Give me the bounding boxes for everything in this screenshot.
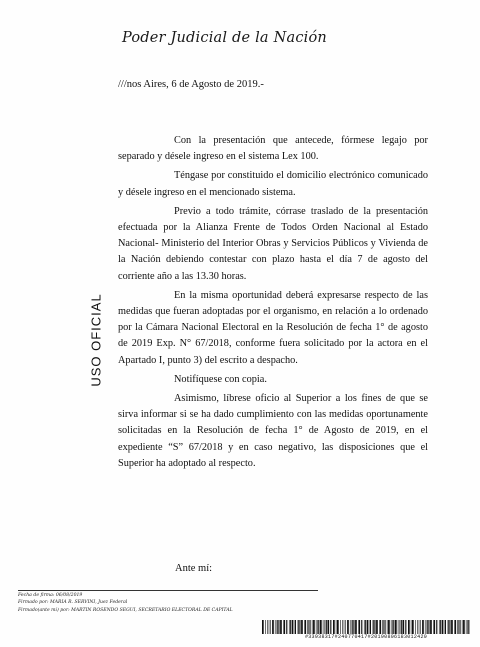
footer-line-secretary: Firmado(ante mi) por: MARTIN ROSENDO SEGUI, SECRETARIO ELECTORAL DE CAPITAL xyxy=(18,607,233,613)
barcode-bar xyxy=(430,620,432,634)
barcode-bar xyxy=(304,620,306,634)
barcode-bar xyxy=(373,620,374,634)
barcode-bar xyxy=(422,620,424,634)
barcode-bar xyxy=(411,620,412,634)
barcode-number: #33938317#240770417#20190806183012420 xyxy=(304,634,428,640)
barcode-bar xyxy=(374,620,375,634)
official-use-stamp: USO OFICIAL xyxy=(88,293,104,387)
barcode-bar xyxy=(330,620,331,634)
barcode-bar xyxy=(320,620,322,634)
barcode-bar xyxy=(307,620,308,634)
barcode-bar xyxy=(370,620,371,634)
barcode-bar xyxy=(364,620,365,634)
barcode-bar xyxy=(286,620,287,634)
court-letterhead: Poder Judicial de la Nación xyxy=(122,30,327,46)
barcode-bar xyxy=(395,620,397,634)
barcode-bar xyxy=(439,620,440,634)
barcode-bar xyxy=(398,620,399,634)
barcode-bar xyxy=(292,620,293,634)
barcode-bar xyxy=(420,620,421,634)
barcode-bar xyxy=(344,620,345,634)
barcode-bar xyxy=(451,620,453,634)
barcode-bar xyxy=(337,620,339,634)
barcode-bar xyxy=(448,620,449,634)
barcode-bar xyxy=(340,620,341,634)
barcode-bar xyxy=(460,620,461,634)
barcode-bar xyxy=(345,620,346,634)
barcode-bar xyxy=(402,620,404,634)
barcode-bar xyxy=(289,620,290,634)
barcode-bar xyxy=(353,620,354,634)
barcode-bar xyxy=(290,620,291,634)
barcode-bar xyxy=(318,620,319,634)
barcode-bar xyxy=(415,620,416,634)
barcode-bar xyxy=(463,620,465,634)
barcode-bar xyxy=(312,620,313,634)
barcode-bar xyxy=(379,620,381,634)
barcode-bar xyxy=(365,620,366,634)
barcode-bar xyxy=(342,620,343,634)
barcode-bar xyxy=(347,620,349,634)
barcode-bar xyxy=(400,620,401,634)
barcode-bar xyxy=(433,620,435,634)
barcode-bar xyxy=(388,620,390,634)
barcode-bar xyxy=(326,620,327,634)
barcode-bar xyxy=(428,620,429,634)
barcode-bar xyxy=(436,620,437,634)
barcode-bar xyxy=(468,620,469,634)
barcode-bar xyxy=(408,620,410,634)
barcode-bar xyxy=(278,620,279,634)
barcode-bar xyxy=(419,620,420,634)
barcode-bar xyxy=(369,620,370,634)
barcode-bar xyxy=(265,620,266,634)
barcode-bar xyxy=(299,620,300,634)
barcode-bar xyxy=(333,620,335,634)
barcode-bar xyxy=(457,620,458,634)
footer-line-judge: Firmado por: MARIA R. SERVINI, Juez Federal xyxy=(18,600,128,606)
barcode-bar xyxy=(449,620,450,634)
paragraph-2: Téngase por constituido el domicilio electrónico comunicado y désele ingreso en el mencionado sistema. xyxy=(118,170,428,198)
document-barcode xyxy=(262,620,470,640)
barcode-bar xyxy=(454,620,456,634)
barcode-bar xyxy=(387,620,388,634)
paragraph-1: Con la presentación que antecede, fórmese legajo por separado y désele ingreso en el sistema Lex 100. xyxy=(118,135,428,163)
signature-label: Ante mí: xyxy=(175,563,213,574)
footer-line-date: Fecha de firma: 06/08/2019 xyxy=(18,593,83,598)
barcode-bar xyxy=(466,620,467,634)
date-line: ///nos Aires, 6 de Agosto de 2019.- xyxy=(118,79,264,90)
footer-divider xyxy=(18,590,318,591)
barcode-bar xyxy=(294,620,295,634)
barcode-bar xyxy=(361,620,362,634)
paragraph-5: Notifíquese con copia. xyxy=(174,373,267,385)
barcode-bar xyxy=(283,620,285,634)
barcode-bar xyxy=(383,620,384,634)
barcode-bar xyxy=(270,620,271,634)
barcode-bar xyxy=(355,620,357,634)
barcode-bar xyxy=(280,620,282,634)
barcode-bar xyxy=(336,620,337,634)
barcode-bar xyxy=(391,620,392,634)
barcode-bar xyxy=(462,620,463,634)
barcode-bar xyxy=(267,620,268,634)
barcode-bar xyxy=(275,620,276,634)
barcode-bar xyxy=(382,620,383,634)
barcode-bar xyxy=(385,620,386,634)
barcode-bar xyxy=(401,620,402,634)
barcode-bar xyxy=(425,620,426,634)
paragraph-6: Asimismo, líbrese oficio al Superior a los fines de que se sirva informar si se ha dado cumplimiento con las medidas oportunamente solicitadas en la Resolución de fecha 1° de Agosto de 2019, en el expediente “S” 67/2018 y en caso negativo, las disposiciones que el Superior ha adoptado al respecto. xyxy=(118,393,428,469)
barcode-bar xyxy=(392,620,393,634)
barcode-bar xyxy=(262,620,264,634)
document-body xyxy=(118,133,428,475)
barcode-bar xyxy=(308,620,309,634)
barcode-bar xyxy=(412,620,414,634)
barcode-bar xyxy=(417,620,418,634)
barcode-bar xyxy=(269,620,270,634)
barcode-bar xyxy=(327,620,329,634)
signature-footer xyxy=(18,592,318,614)
barcode-bar xyxy=(325,620,326,634)
barcode-bar xyxy=(358,620,360,634)
barcode-bar xyxy=(317,620,318,634)
barcode-bar xyxy=(272,620,274,634)
barcode-bar xyxy=(393,620,394,634)
barcode-bar xyxy=(445,620,446,634)
barcode-bar xyxy=(352,620,353,634)
barcode-bar xyxy=(301,620,303,634)
barcode-bar xyxy=(442,620,443,634)
paragraph-4: En la misma oportunidad deberá expresarse respecto de las medidas que fueran adoptadas por el organismo, en relación a lo ordenado por la Cámara Nacional Electoral en la Resolución de fecha 1° de agosto de 2019 Exp. N° 67/2018, conforme fuera solicitado por la actora en el Apartado I, punto 3) del escrito a despacho. xyxy=(118,289,428,366)
paragraph-3: Previo a todo trámite, córrase traslado de la presentación efectuada por la Alianza Frente de Todos Orden Nacional al Estado Nacional- Ministerio del Interior Obras y Servicios Públicos y Vivienda de la Nación debiendo contestar con plazo hasta el día 7 de agosto del corriente año a las 13.30 horas. xyxy=(118,205,428,282)
barcode-bar xyxy=(458,620,459,634)
barcode-bar xyxy=(277,620,278,634)
barcode-bar xyxy=(405,620,406,634)
barcode-bar xyxy=(295,620,296,634)
barcode-bar xyxy=(376,620,378,634)
barcode-bar xyxy=(350,620,351,634)
barcode-bar xyxy=(298,620,299,634)
barcode-bar xyxy=(444,620,445,634)
barcode-bar xyxy=(316,620,317,634)
barcode-bar xyxy=(467,620,468,634)
barcode-bar xyxy=(313,620,315,634)
barcode-bar xyxy=(310,620,311,634)
barcode-bar xyxy=(367,620,368,634)
barcode-bars xyxy=(262,620,470,634)
barcode-bar xyxy=(323,620,324,634)
barcode-bar xyxy=(440,620,441,634)
barcode-bar xyxy=(427,620,428,634)
